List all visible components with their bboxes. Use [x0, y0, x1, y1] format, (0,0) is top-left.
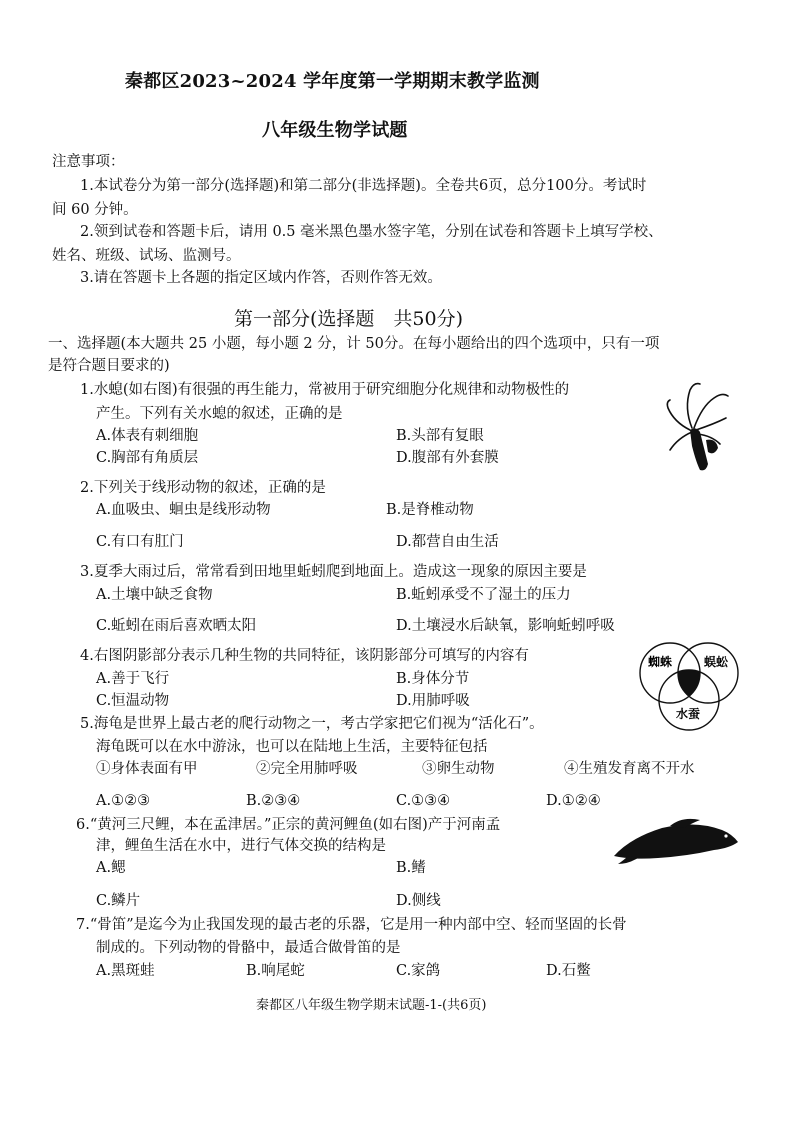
- option-c: C.胸部有角质层: [96, 450, 199, 466]
- notice-line: 2.领到试卷和答题卡后，请用 0.5 毫米黑色墨水签字笔，分别在试卷和答题卡上填写学校、: [80, 224, 663, 240]
- question-stem: 制成的。下列动物的骨骼中，最适合做骨笛的是: [96, 940, 401, 956]
- option-c: C.①③④: [396, 793, 451, 809]
- option-a: A.善于飞行: [96, 671, 170, 687]
- option-a: A.黑斑蛙: [96, 963, 155, 979]
- notice-heading: 注意事项：: [52, 154, 125, 170]
- option-c: C.恒温动物: [96, 693, 170, 709]
- option-d: D.土壤浸水后缺氧，影响蚯蚓呼吸: [396, 618, 615, 634]
- option-b: B.身体分节: [396, 671, 470, 687]
- carp-figure: [610, 812, 746, 866]
- exam-title: 秦都区2023~2024 学年度第一学期期末教学监测: [125, 71, 540, 92]
- option-a: A.鳃: [96, 860, 126, 876]
- option-b: B.②③④: [246, 793, 301, 809]
- notice-line: 姓名、班级、试场、监测号。: [52, 248, 241, 264]
- option-b: B.响尾蛇: [246, 963, 305, 979]
- question-stem: 3.夏季大雨过后，常常看到田地里蚯蚓爬到地面上。造成这一现象的原因主要是: [80, 564, 587, 580]
- option-d: D.都营自由生活: [396, 534, 499, 550]
- option-b: B.头部有复眼: [396, 428, 484, 444]
- question-stem: 1.水螅(如右图)有很强的再生能力，常被用于研究细胞分化规律和动物极性的: [80, 382, 570, 398]
- statement-3: ③卵生动物: [422, 761, 495, 777]
- option-d: D.用肺呼吸: [396, 693, 470, 709]
- option-b: B.是脊椎动物: [386, 502, 474, 518]
- question-stem: 5.海龟是世界上最古老的爬行动物之一，考古学家把它们视为“活化石”。: [80, 716, 544, 732]
- statement-4: ④生殖发育离不开水: [564, 761, 695, 777]
- page-footer: 秦都区八年级生物学期末试题-1-(共6页): [256, 998, 487, 1013]
- statement-1: ①身体表面有甲: [96, 761, 198, 777]
- option-c: C.鳞片: [96, 893, 141, 909]
- option-d: D.侧线: [396, 893, 441, 909]
- question-stem: 海龟既可以在水中游泳，也可以在陆地上生活，主要特征包括: [96, 739, 488, 755]
- statement-2: ②完全用肺呼吸: [256, 761, 358, 777]
- option-d: D.石鳖: [546, 963, 591, 979]
- option-c: C.家鸽: [396, 963, 441, 979]
- question-stem: 6.“黄河三尺鲤，本在孟津居。”正宗的黄河鲤鱼(如右图)产于河南孟: [76, 817, 501, 833]
- venn-diagram: [636, 640, 742, 732]
- exam-subtitle: 八年级生物学试题: [262, 120, 408, 141]
- section-instruction: 是符合题目要求的): [48, 358, 170, 374]
- option-c: C.有口有肛门: [96, 534, 184, 550]
- section-instruction: 一、选择题(本大题共 25 小题，每小题 2 分，计 50分。在每小题给出的四个选项中，只有一项: [48, 336, 660, 352]
- question-stem: 津，鲤鱼生活在水中，进行气体交换的结构是: [96, 838, 386, 854]
- option-a: A.土壤中缺乏食物: [96, 587, 213, 603]
- option-b: B.蚯蚓承受不了湿土的压力: [396, 587, 571, 603]
- option-a: A.①②③: [96, 793, 151, 809]
- notice-line: 3.请在答题卡上各题的指定区域内作答，否则作答无效。: [80, 270, 442, 286]
- option-d: D.①②④: [546, 793, 601, 809]
- question-stem: 产生。下列有关水螅的叙述，正确的是: [96, 406, 343, 422]
- option-b: B.鳍: [396, 860, 426, 876]
- option-c: C.蚯蚓在雨后喜欢晒太阳: [96, 618, 257, 634]
- venn-label-centipede: 蜈蚣: [704, 655, 729, 669]
- venn-label-silkworm: 水蚕: [676, 707, 701, 721]
- hydra-figure: [662, 378, 738, 474]
- option-a: A.血吸虫、蛔虫是线形动物: [96, 502, 271, 518]
- option-a: A.体表有刺细胞: [96, 428, 199, 444]
- question-stem: 4.右图阴影部分表示几种生物的共同特征，该阴影部分可填写的内容有: [80, 648, 529, 664]
- question-stem: 2.下列关于线形动物的叙述，正确的是: [80, 480, 326, 496]
- question-stem: 7.“骨笛”是迄今为止我国发现的最古老的乐器，它是用一种内部中空、轻而坚固的长骨: [76, 917, 627, 933]
- option-d: D.腹部有外套膜: [396, 450, 499, 466]
- venn-label-spider: 蜘蛛: [648, 655, 673, 669]
- part-one-title: 第一部分(选择题 共50分): [234, 308, 464, 330]
- notice-line: 1.本试卷分为第一部分(选择题)和第二部分(非选择题)。全卷共6页，总分100分。考试时: [80, 178, 647, 194]
- notice-line: 间 60 分钟。: [52, 202, 138, 218]
